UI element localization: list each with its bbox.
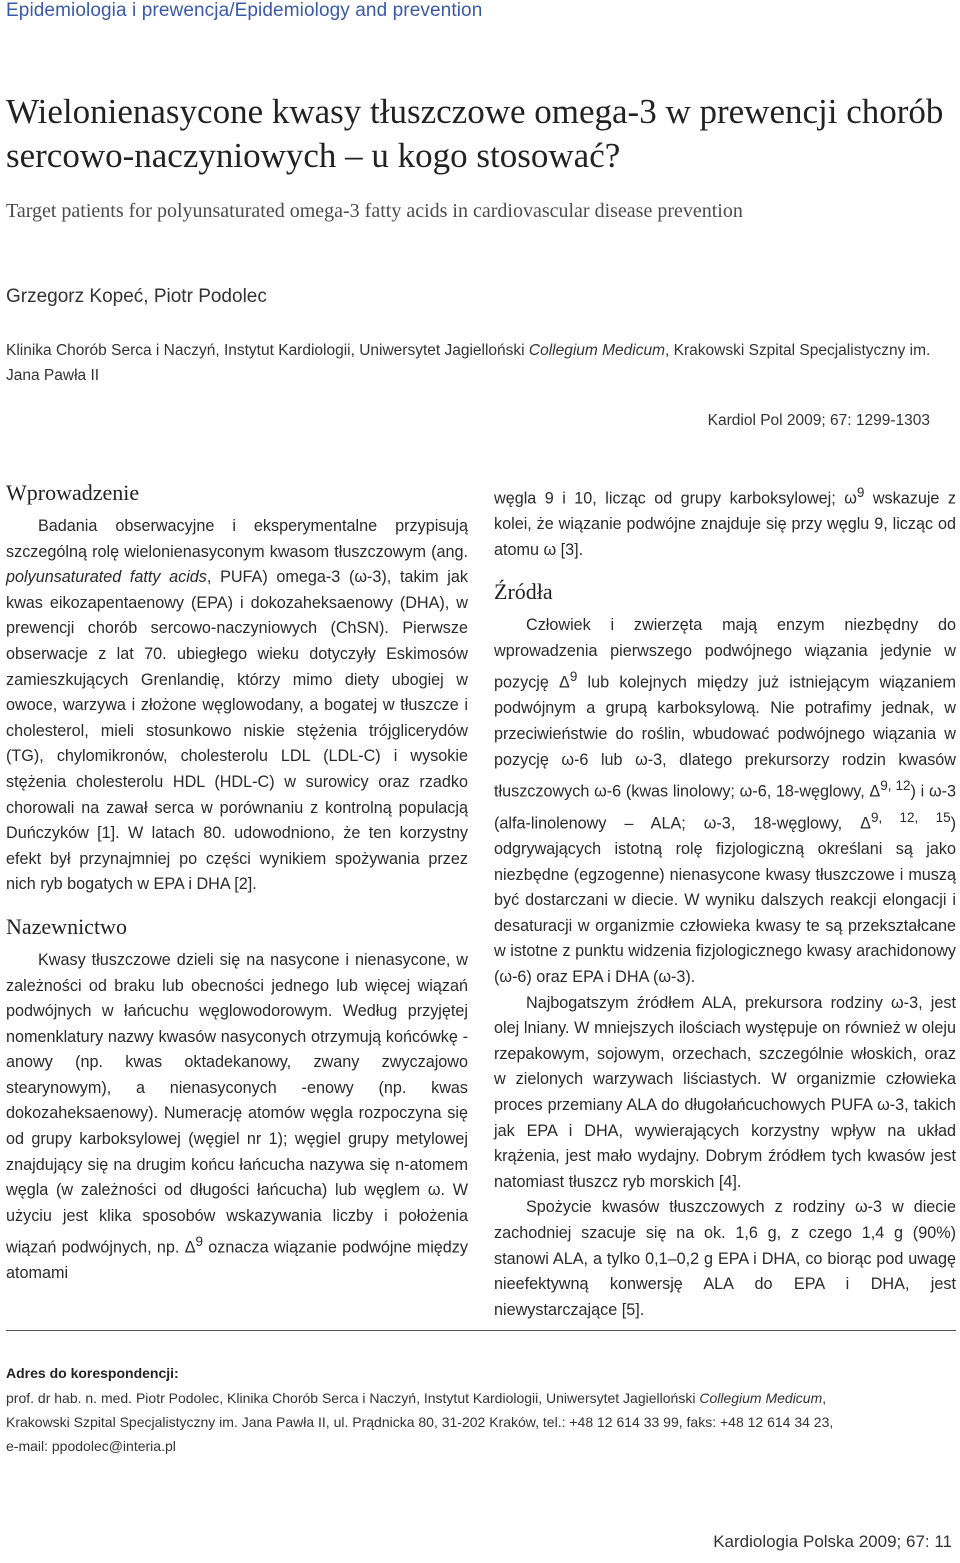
authors: Grzegorz Kopeć, Piotr Podolec [6,286,267,307]
section-heading-intro: Wprowadzenie [6,480,140,505]
intro-text-a: Badania obserwacyjne i eksperymentalne przypisują szczególną rolę wielonienasyconym kwasom tłuszczowym (ang. [6,517,468,561]
correspondence-email[interactable]: e-mail: ppodolec@interia.pl [6,1438,176,1454]
intro-text-italic: polyunsaturated fatty acids [6,568,207,587]
sources-p1-sup2: 9, 12 [880,778,911,794]
affiliation-italic: Collegium Medicum [528,342,666,359]
correspondence-line-1 [6,1386,956,1410]
right-column [494,480,956,1323]
left-column [6,478,468,1287]
naming-paragraph [6,948,468,1287]
sources-p1-c: ) i ω-3 (alfa-linolenowy – ALA; ω-3, 18-węglowy, Δ [494,782,956,833]
sources-paragraph-1 [494,613,956,990]
footer-divider [6,1330,956,1331]
sources-p1-sup3: 9, 12, 15 [870,810,951,826]
correspondence-body [6,1386,956,1458]
naming-continuation [494,480,956,563]
citation: Kardiol Pol 2009; 67: 1299-1303 [707,412,930,429]
affiliation [6,338,960,388]
intro-paragraph [6,514,468,898]
naming-cont-b: wskazuje z kolei, że wiązanie podwójne znajduje się przy węglu 9, licząc od atomu ω [3]. [494,489,956,559]
correspondence-line-2: Krakowski Szpital Specjalistyczny im. Jana Pawła II, ul. Prądnicka 80, 31-202 Kraków, tel.: +48 12 614 33 99, faks: +48 12 614 34 23, [6,1414,834,1430]
section-heading-naming: Nazewnictwo [6,913,127,939]
article-title: Wielonienasycone kwasy tłuszczowe omega-3 w prewencji chorób sercowo-naczyniowych – u kogo stosować? [6,92,944,175]
corr-line1-a: prof. dr hab. n. med. Piotr Podolec, Klinika Chorób Serca i Naczyń, Instytut Kardiologii, Uniwersytet Jagielloński [6,1390,700,1406]
naming-text-b: oznacza wiązanie podwójne między atomami [6,1238,468,1283]
intro-text-b: , PUFA) omega-3 (ω-3), takim jak kwas eikozapentaenowy (EPA) i dokozaheksaenowy (DHA), w prewencji chorób sercowo-naczyniowych (ChSN). Pierwsze obserwacje z lat 70. ubiegłego wieku dotyczyły Eskimosów zamieszkujących Grenlandię, którzy mimo diety ubogiej w owoce, warzywa i złożone węglowodany, a bogatej w tłuszcze i cholesterol, mieli stosunkowo niskie stężenia trójglicerydów (TG), chylomikronów, cholesterolu LDL (LDL-C) i wysokie stężenia cholesterolu HDL (HDL-C) w surowicy oraz rzadko chorowali na zawał serca w porównaniu z kontrolną populacją Duńczyków [1]. W latach 80. udowodniono, że ten korzystny efekt był przynajmniej po części wynikiem spożywania przez nich ryb bogatych w EPA i DHA [2]. [6,568,468,894]
section-heading-sources: Źródła [494,579,553,605]
corr-line1-italic: Collegium Medicum [699,1390,823,1406]
correspondence-heading: Adres do korespondencji: [6,1365,179,1381]
affiliation-part2: , Krakowski Szpital Specjalistyczny im. Jana Pawła II [6,342,931,384]
sources-p1-a: Człowiek i zwierzęta mają enzym niezbędny do wprowadzenia pierwszego podwójnego wiązania jedynie w pozycję Δ [494,616,956,692]
sources-paragraph-2: Najbogatszym źródłem ALA, prekursora rodziny ω-3, jest olej lniany. W mniejszych ilościach występuje on również w oleju rzepakowym, sojowym, orzechach, szczególnie włoskich, oraz w zielonych warzywach liściastych. W organizmie człowieka proces przemiany ALA do długołańcuchowych PUFA ω-3, takich jak EPA i DHA, wywierających korzystny wpływ na układ krążenia, jest mało wydajny. Dobrym źródłem tych kwasów jest natomiast tłuszcz ryb morskich [4]. [494,993,956,1191]
naming-cont-a: węgla 9 i 10, licząc od grupy karboksylowej; ω [494,489,857,508]
sources-p1-sup1: 9 [569,669,578,685]
naming-text-a: Kwasy tłuszczowe dzieli się na nasycone i nienasycone, w zależności od braku lub obecności jednego lub więcej wiązań podwójnych w łańcuchu węglowodorowym. Według przyjętej nomenklatury nazwy kwasów nasyconych otrzymują końcówkę -anowy (np. kwas oktadekanowy, zwany zwyczajowo stearynowym), a nienasyconych -enowy (np. kwas dokozaheksaenowy). Numerację atomów węgla rozpoczyna się od grupy karboksylowej (węgiel nr 1); węgiel grupy metylowej znajdujący się na drugim końcu łańcucha nazywa się n-atomem węgla (w zależności od długości łańcucha) lub węglem ω. W użyciu jest klika sposobów wskazywania liczby i położenia wiązań podwójnych, np. Δ [6,950,468,1257]
affiliation-part1: Klinika Chorób Serca i Naczyń, Instytut Kardiologii, Uniwersytet Jagielloński [6,342,529,359]
naming-cont-sup: 9 [856,485,865,500]
journal-footer: Kardiologia Polska 2009; 67: 11 [713,1532,952,1551]
sources-p1-b: lub kolejnych między już istniejącym wiązaniem podwójnym a grupą karboksylową. Nie potrafimy jednak, w przeciwieństwie do roślin, wbudować podwójnego wiązania w pozycję ω-6 lub ω-3, dlatego prekursorzy rodzin kwasów tłuszczowych ω-6 (kwas linolowy; ω-6, 18-węglowy, Δ [494,673,956,801]
article-subtitle: Target patients for polyunsaturated omega-3 fatty acids in cardiovascular disease prevention [6,200,743,222]
naming-sup: 9 [195,1234,204,1250]
section-label: Epidemiologia i prewencja/Epidemiology and prevention [6,0,483,21]
sources-paragraph-3: Spożycie kwasów tłuszczowych z rodziny ω-3 w diecie zachodniej szacuje się na ok. 1,6 g, z czego 1,4 g (90%) stanowi ALA, a tylko 0,1–0,2 g EPA i DHA, co biorąc pod uwagę nieefektywną konwersję ALA do EPA i DHA, jest niewystarczające [5]. [494,1198,956,1319]
corr-line1-b: , [822,1390,827,1406]
sources-p1-d: ) odgrywających istotną rolę fizjologiczną określani są jako niezbędne (egzogenne) nienasycone kwasy tłuszczowe i muszą być dostarczani w diecie. W wyniku dalszych reakcji elongacji i desaturacji w organizmie człowieka kwasy te są przekształcane w istotne z punktu widzenia fizjologicznego kwasy arachidonowy (ω-6) oraz EPA i DHA (ω-3). [494,814,956,987]
